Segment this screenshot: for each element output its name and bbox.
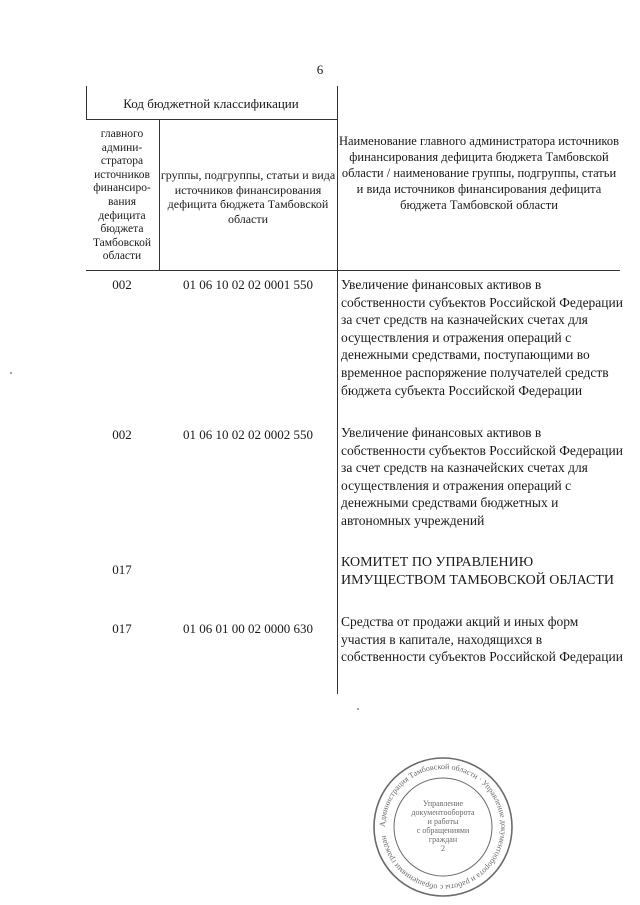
scan-speck	[10, 372, 12, 374]
stamp-center-line: граждан	[428, 835, 458, 844]
classification-code-cell: 01 06 01 00 02 0000 630	[183, 621, 313, 636]
stamp-center-line: и работы	[427, 817, 459, 826]
official-stamp-seal	[372, 756, 514, 898]
admin-code-cell: 002	[112, 277, 132, 292]
item-name-cell: Увеличение финансовых активов в собственности субъектов Российской Федерации за счет средств на казначейских счетах для осуществления и отражения операций с денежными средствами, поступающими во временное распоряжение получателей средств бюджета субъекта Российской Федерации	[341, 277, 623, 398]
header-code-classification: Код бюджетной классификации	[123, 96, 299, 111]
classification-code-cell: 01 06 10 02 02 0002 550	[183, 427, 313, 442]
header-code-column: группы, подгруппы, статьи и вида источников финансирования дефицита бюджета Тамбовской области	[160, 168, 336, 226]
svg-text:Администрация Тамбовской облас: Администрация Тамбовской области · Управление документооборота и работы с обращениями граждан	[377, 761, 509, 893]
table-divider	[86, 270, 620, 271]
admin-code-cell: 017	[112, 621, 132, 636]
header-name-column: Наименование главного администратора источников финансирования дефицита бюджета Тамбовской области / наименование группы, подгруппы, статьи и вида источников финансирования дефицита бюджета Тамбовской области	[338, 134, 620, 212]
stamp-center-line: документооборота	[411, 808, 475, 817]
stamp-center-line: с обращениями	[416, 826, 470, 835]
stamp-center-line: Управление	[422, 799, 464, 808]
page-number: 6	[316, 62, 324, 77]
item-name-cell: КОМИТЕТ ПО УПРАВЛЕНИЮ ИМУЩЕСТВОМ ТАМБОВСКОЙ ОБЛАСТИ	[341, 555, 614, 588]
stamp-center-line: 2	[441, 844, 445, 853]
header-admin-column: главного админи-стратора источников финансиро-вания дефицита бюджета Тамбовской области	[92, 128, 152, 263]
item-name-cell: Средства от продажи акций и иных форм участия в капитале, находящихся в собственности субъектов Российской Федерации	[341, 614, 623, 665]
admin-code-cell: 017	[112, 562, 132, 577]
scan-speck	[357, 708, 359, 710]
item-name-cell: Увеличение финансовых активов в собственности субъектов Российской Федерации за счет средств на казначейских счетах для осуществления и отражения операций с денежными средствами бюджетных и автономных учреждений	[341, 425, 623, 528]
admin-code-cell: 002	[112, 427, 132, 442]
classification-code-cell: 01 06 10 02 02 0001 550	[183, 277, 313, 292]
table-divider	[86, 119, 337, 120]
